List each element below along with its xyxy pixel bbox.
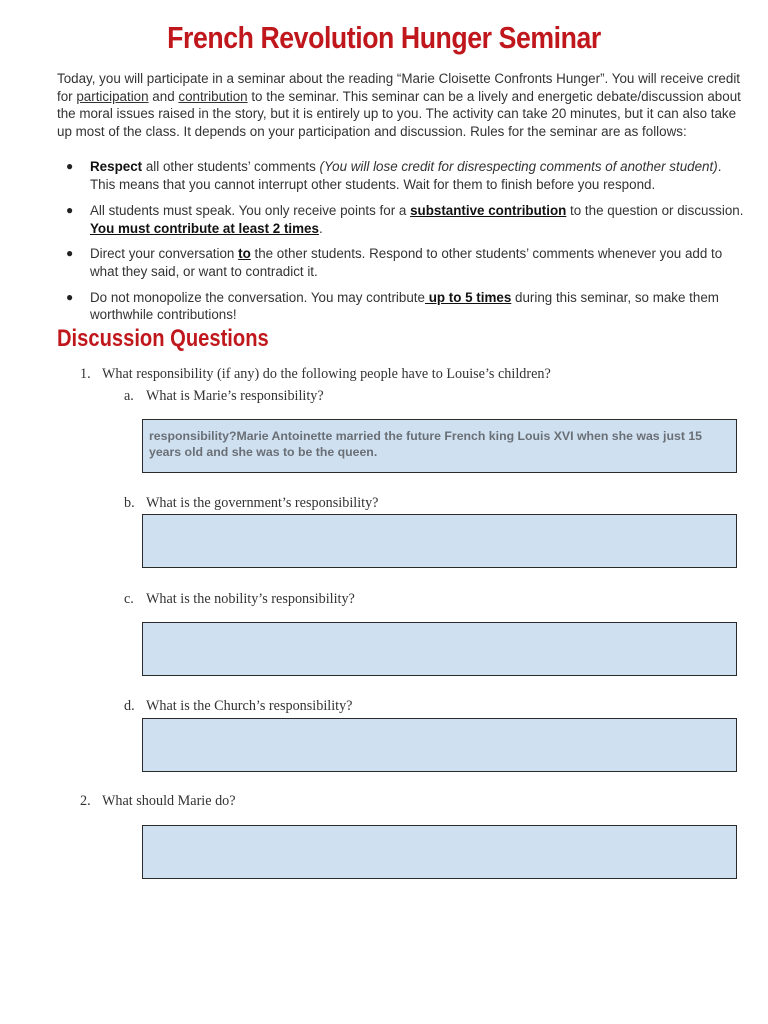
- answer-box-1d[interactable]: [142, 718, 737, 772]
- contribution-term: contribution: [178, 88, 248, 104]
- rule-direct-conversation: ● Direct your conversation to the other students. Respond to other students’ comments whenever you add to what they said, or want to contradict it.: [66, 246, 723, 279]
- discussion-heading: Discussion Questions: [57, 325, 269, 352]
- question-1a: a. What is Marie’s responsibility?: [124, 388, 324, 404]
- answer-box-1a[interactable]: [142, 419, 737, 473]
- intro-paragraph: Today, you will participate in a seminar about the reading “Marie Cloisette Confronts Hunger”. You will receive credit for participation and contribution to the seminar. This seminar can be a lively and energetic debate/discussion about the moral issues raised in the story, but it is entirely up to you. The activity can take 20 minutes, but it can also take up most of the class. It depends on your participation and discussion. Rules for the seminar are as follows:: [57, 71, 741, 139]
- rules-list: [66, 158, 746, 331]
- participation-term: participation: [76, 88, 149, 104]
- question-1d: d. What is the Church’s responsibility?: [124, 698, 353, 714]
- rule-all-speak: ● All students must speak. You only receive points for a substantive contribution to the question or discussion. You must contribute at least 2 times.: [66, 203, 744, 236]
- answer-text: responsibility?Marie Antoinette married the future French king Louis XVI when she was just 15 years old and she was to be the queen.: [149, 429, 703, 459]
- question-1b: b. What is the government’s responsibility?: [124, 495, 379, 511]
- bullet-icon: ●: [66, 246, 74, 261]
- answer-box-2[interactable]: [142, 825, 737, 879]
- question-1c: c. What is the nobility’s responsibility?: [124, 591, 355, 607]
- rule-no-monopolize: ● Do not monopolize the conversation. You may contribute up to 5 times during this seminar, so make them worthwhile contributions!: [66, 289, 719, 323]
- bullet-icon: ●: [66, 289, 74, 304]
- question-2: 2. What should Marie do?: [80, 793, 236, 809]
- bullet-icon: ●: [66, 203, 74, 218]
- answer-box-1c[interactable]: [142, 622, 737, 676]
- bullet-icon: ●: [66, 159, 74, 173]
- rule-respect: ● Respect all other students’ comments (You will lose credit for disrespecting comments of another student). This means that you cannot interrupt other students. Wait for them to finish before you respond.: [66, 159, 722, 192]
- page-title: French Revolution Hunger Seminar: [167, 20, 601, 55]
- answer-box-1b[interactable]: [142, 514, 737, 568]
- question-1: 1. What responsibility (if any) do the following people have to Louise’s children?: [80, 366, 551, 382]
